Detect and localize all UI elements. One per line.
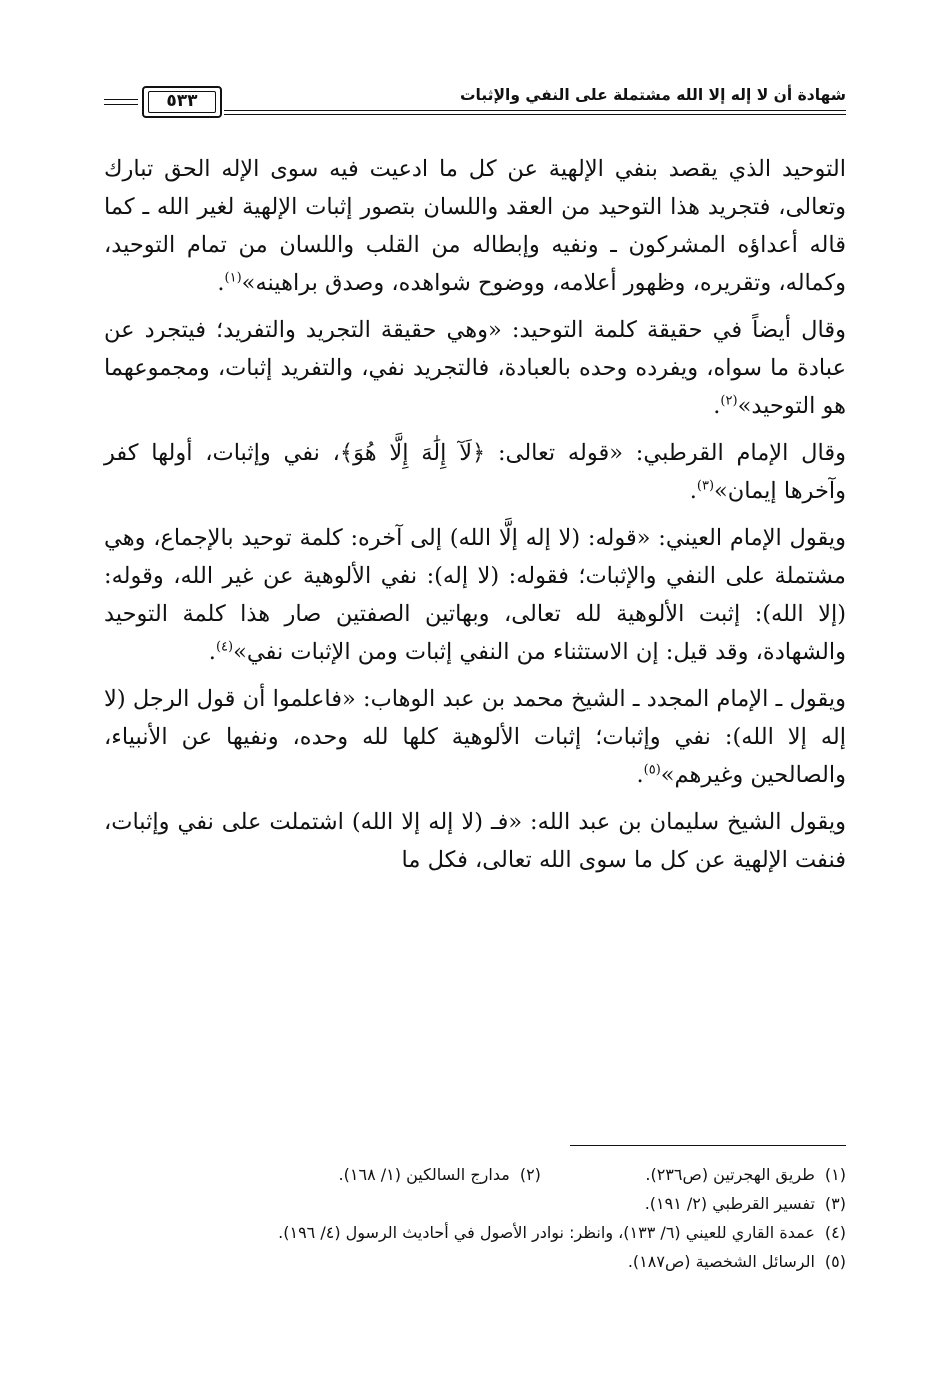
footnote (339, 1160, 541, 1189)
footnote-text: عمدة القاري للعيني (٦/ ١٣٣)، وانظر: نوادر الأصول في أحاديث الرسول (٤/ ١٩٦). (278, 1223, 815, 1242)
paragraph-text: ويقول الإمام العيني: «قوله: (لا إله إلَّا الله) إلى آخره: كلمة توحيد بالإجماع، وهي مشتملة على النفي والإثبات؛ فقوله: (لا إله): نفي الألوهية عن غير الله، وقوله: (إلا الله): إثبت الألوهية لله تعالى، وبهاتين الصفتين صار هذا كلمة التوحيد والشهادة، وقد قيل: إن الاستثناء من النفي إثبات ومن الإثبات نفي» (104, 525, 846, 665)
paragraph (104, 434, 846, 510)
paragraph (104, 803, 846, 879)
paragraph (104, 519, 846, 671)
paragraph-tail: . (713, 393, 721, 419)
paragraph-tail: . (208, 639, 216, 665)
footnote-separator (570, 1145, 846, 1146)
footnote-row (104, 1247, 846, 1276)
footnote-number: (١) (824, 1165, 846, 1184)
footnote-ref[interactable]: (٢) (720, 393, 738, 409)
header-rule (104, 104, 138, 105)
footnote-number: (٣) (824, 1194, 846, 1213)
paragraph-text: وقال الإمام القرطبي: «قوله تعالى: ﴿لَآ إِلَٰهَ إِلَّا هُوَ﴾، نفي وإثبات، أولها كفر وآخرها إيمان» (104, 440, 846, 504)
footnote (546, 1160, 846, 1189)
footnote-ref[interactable]: (١) (224, 270, 242, 286)
running-title: شهادة أن لا إله إلا الله مشتملة على النفي والإثبات (459, 86, 846, 104)
footnotes (104, 1160, 846, 1276)
footnote-number: (٥) (824, 1252, 846, 1271)
paragraph-tail: . (217, 270, 225, 296)
header-rule (104, 99, 138, 100)
footnote-number: (٤) (824, 1223, 846, 1242)
page-number-frame (142, 86, 222, 118)
paragraph (104, 311, 846, 425)
paragraph-text: ويقول الشيخ سليمان بن عبد الله: «فـ (لا إله إلا الله) اشتملت على نفي وإثبات، فنفت الإلهية عن كل ما سوى الله تعالى، فكل ما (104, 809, 846, 873)
page-number: ٥٣٣ (166, 91, 198, 111)
paragraph-text: ويقول ـ الإمام المجدد ـ الشيخ محمد بن عبد الوهاب: «فاعلموا أن قول الرجل (لا إله إلا الله): نفي وإثبات؛ إثبات الألوهية كلها لله وحده، ونفيها عن الأنبياء، والصالحين وغيرهم» (104, 686, 846, 788)
header-rule (224, 114, 846, 115)
paragraph-tail: . (689, 478, 697, 504)
paragraph-tail: . (636, 762, 644, 788)
footnote-row (104, 1218, 846, 1247)
footnote-ref[interactable]: (٥) (643, 762, 661, 778)
footnote-text: طريق الهجرتين (ص٢٣٦). (645, 1165, 815, 1184)
paragraph-text: وقال أيضاً في حقيقة كلمة التوحيد: «وهي حقيقة التجريد والتفريد؛ فيتجرد عن عبادة ما سواه، ويفرده وحده بالعبادة، فالتجريد نفي، والتفريد إثبات، ومجموعهما هو التوحيد» (104, 317, 846, 419)
paragraph (104, 150, 846, 302)
footnote-ref[interactable]: (٣) (696, 478, 715, 494)
footnote (278, 1218, 846, 1247)
footnote-number: (٢) (519, 1165, 541, 1184)
footnote-row (104, 1160, 846, 1189)
page-header (104, 80, 846, 126)
header-rule (224, 110, 846, 111)
footnote-row (104, 1189, 846, 1218)
paragraph-text: التوحيد الذي يقصد بنفي الإلهية عن كل ما ادعيت فيه سوى الإله الحق تبارك وتعالى، فتجريد هذا التوحيد من العقد واللسان بتصور إثبات الإلهية لغير الله ـ كما قاله أعداؤه المشركون ـ ونفيه وإبطاله من القلب واللسان من تمام التوحيد، وكماله، وتقريره، وظهور أعلامه، ووضوح شواهده، وصدق براهينه» (104, 156, 846, 296)
footnote (645, 1189, 846, 1218)
footnote (628, 1247, 846, 1276)
footnote-text: مدارج السالكين (١/ ١٦٨). (338, 1165, 510, 1184)
paragraph (104, 680, 846, 794)
footnote-ref[interactable]: (٤) (215, 639, 234, 655)
footnote-text: الرسائل الشخصية (ص١٨٧). (627, 1252, 815, 1271)
main-text (104, 150, 846, 888)
footnote-text: تفسير القرطبي (٢/ ١٩١). (644, 1194, 815, 1213)
